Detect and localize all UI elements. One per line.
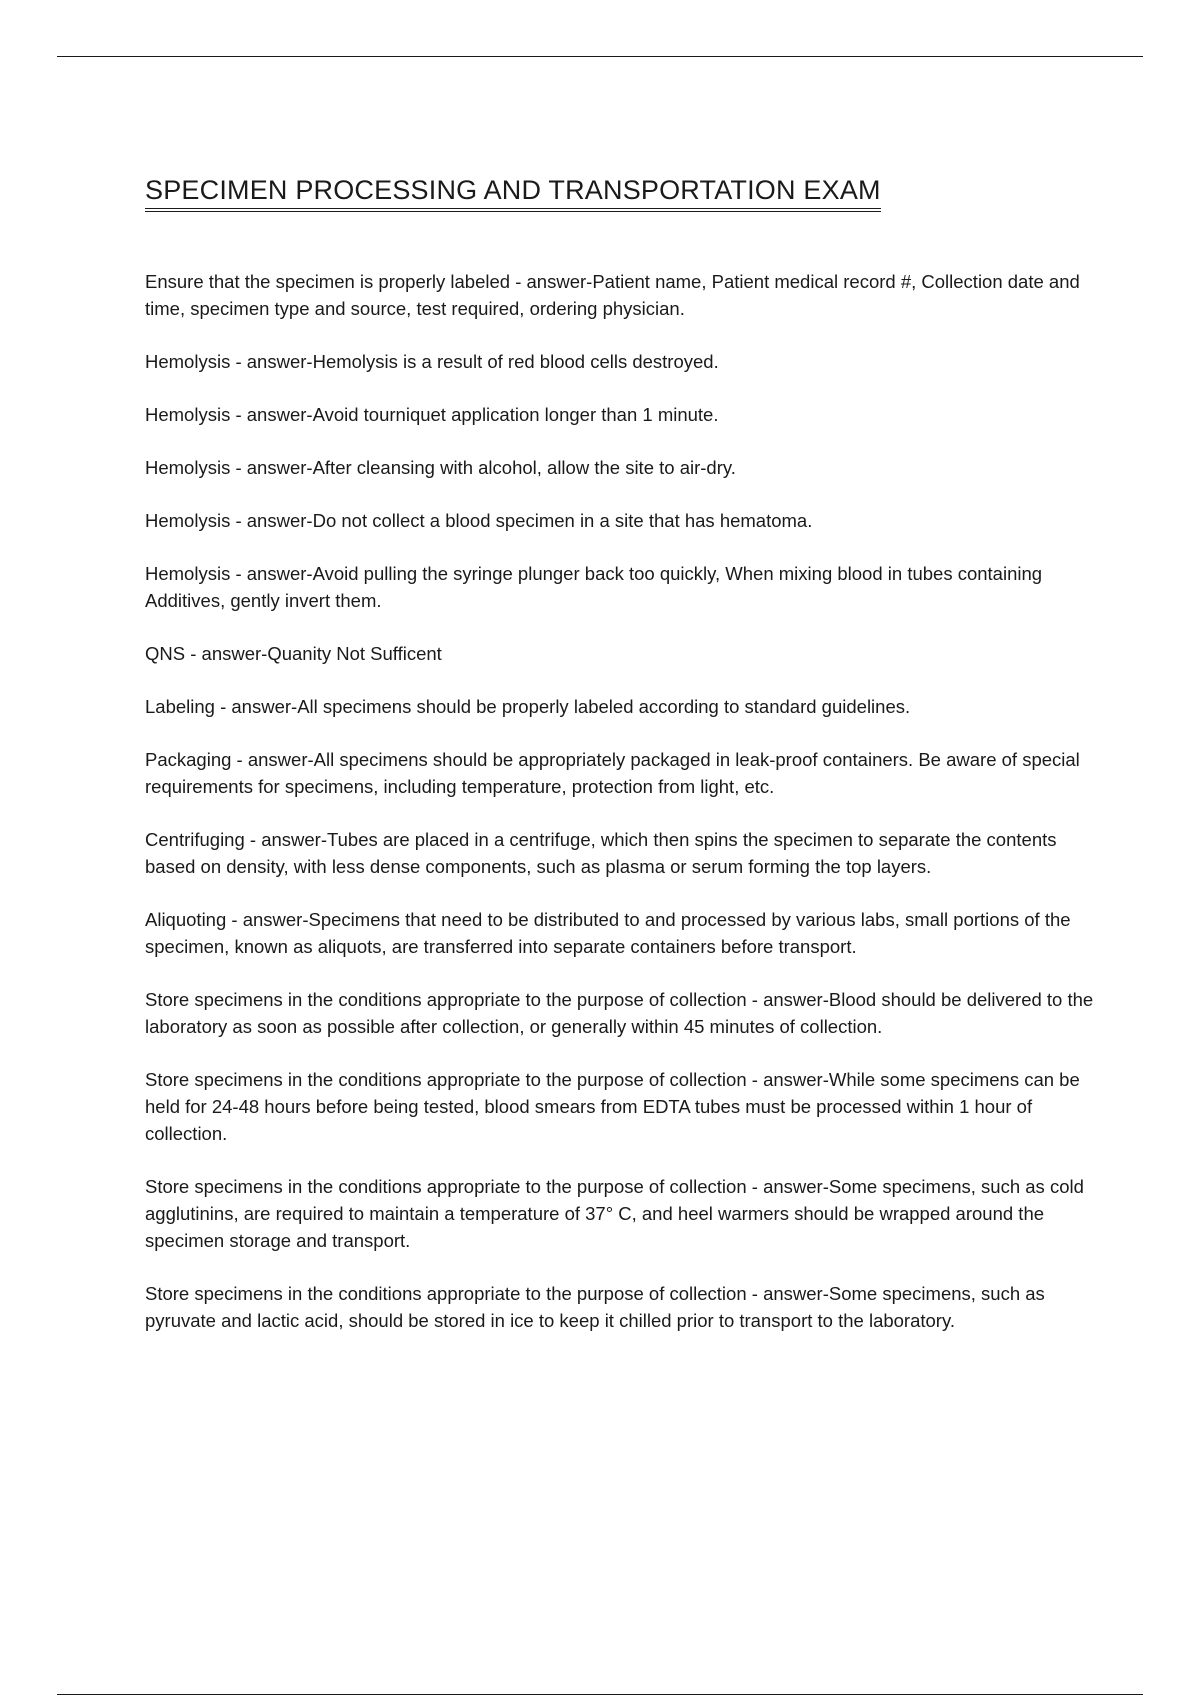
qa-entry (145, 507, 1095, 534)
qa-separator: - answer- (231, 749, 314, 770)
qa-term: Hemolysis (145, 404, 231, 425)
qa-term: QNS (145, 643, 186, 664)
qa-answer: Avoid pulling the syringe plunger back too quickly, When mixing blood in tubes containing Additives, gently invert them. (145, 563, 1043, 611)
qa-term: Ensure that the specimen is properly labeled (145, 271, 511, 292)
qa-term: Hemolysis (145, 351, 231, 372)
document-title: SPECIMEN PROCESSING AND TRANSPORTATION EXAM (145, 172, 881, 212)
qa-entry (145, 693, 1095, 720)
qa-term: Store specimens in the conditions appropriate to the purpose of collection (145, 1283, 747, 1304)
qa-term: Labeling (145, 696, 215, 717)
qa-answer: All specimens should be properly labeled according to standard guidelines. (297, 696, 911, 717)
qa-entry (145, 454, 1095, 481)
qa-term: Centrifuging (145, 829, 245, 850)
qa-answer: Specimens that need to be distributed to and processed by various labs, small portions of the specimen, known as aliquots, are transferred into separate containers before transport. (145, 909, 1071, 957)
qa-entry (145, 746, 1095, 800)
header-rule (57, 56, 1143, 57)
document-body (145, 172, 1095, 1360)
qa-answer: Quanity Not Sufficent (267, 643, 442, 664)
qa-answer: Blood should be delivered to the laboratory as soon as possible after collection, or generally within 45 minutes of collection. (145, 989, 1094, 1037)
qa-list (145, 268, 1095, 1334)
footer-rule (57, 1694, 1143, 1695)
qa-separator: - answer- (244, 829, 328, 850)
qa-entry (145, 1280, 1095, 1334)
qa-entry (145, 640, 1095, 667)
qa-entry (145, 1173, 1095, 1254)
qa-answer: Avoid tourniquet application longer than 1 minute. (312, 404, 719, 425)
qa-term: Hemolysis (145, 563, 231, 584)
qa-entry (145, 986, 1095, 1040)
qa-answer: Patient name, Patient medical record #, Collection date and time, specimen type and source, test required, ordering physician. (145, 271, 1080, 319)
qa-separator: - answer- (185, 643, 268, 664)
qa-answer: Tubes are placed in a centrifuge, which then spins the specimen to separate the contents based on density, with less dense components, such as plasma or serum forming the top layers. (145, 829, 1057, 877)
qa-term: Hemolysis (145, 510, 231, 531)
qa-entry (145, 268, 1095, 322)
qa-entry (145, 826, 1095, 880)
qa-answer: Some specimens, such as pyruvate and lactic acid, should be stored in ice to keep it chilled prior to transport to the laboratory. (145, 1283, 1045, 1331)
qa-answer: Hemolysis is a result of red blood cells destroyed. (312, 351, 719, 372)
qa-answer: While some specimens can be held for 24-48 hours before being tested, blood smears from EDTA tubes must be processed within 1 hour of collection. (145, 1069, 1080, 1144)
qa-separator: - answer- (746, 1176, 829, 1197)
qa-separator: - answer- (510, 271, 593, 292)
qa-separator: - answer- (230, 457, 313, 478)
qa-separator: - answer- (214, 696, 298, 717)
qa-separator: - answer- (230, 404, 313, 425)
qa-entry (145, 906, 1095, 960)
qa-answer: Some specimens, such as cold agglutinins, are required to maintain a temperature of 37° C, and heel warmers should be wrapped around the specimen storage and transport. (145, 1176, 1084, 1251)
qa-term: Hemolysis (145, 457, 231, 478)
qa-separator: - answer- (746, 989, 829, 1010)
qa-entry (145, 348, 1095, 375)
qa-entry (145, 401, 1095, 428)
qa-separator: - answer- (746, 1069, 829, 1090)
qa-term: Aliquoting (145, 909, 227, 930)
qa-entry (145, 560, 1095, 614)
qa-term: Packaging (145, 749, 232, 770)
qa-separator: - answer- (230, 351, 313, 372)
qa-term: Store specimens in the conditions appropriate to the purpose of collection (145, 1176, 747, 1197)
qa-separator: - answer- (230, 563, 313, 584)
qa-answer: Do not collect a blood specimen in a site that has hematoma. (312, 510, 813, 531)
qa-answer: After cleansing with alcohol, allow the site to air-dry. (312, 457, 736, 478)
qa-term: Store specimens in the conditions appropriate to the purpose of collection (145, 989, 747, 1010)
qa-answer: All specimens should be appropriately packaged in leak-proof containers. Be aware of special requirements for specimens, including temperature, protection from light, etc. (145, 749, 1080, 797)
qa-separator: - answer- (230, 510, 313, 531)
qa-entry (145, 1066, 1095, 1147)
qa-separator: - answer- (746, 1283, 829, 1304)
qa-separator: - answer- (226, 909, 309, 930)
qa-term: Store specimens in the conditions appropriate to the purpose of collection (145, 1069, 747, 1090)
